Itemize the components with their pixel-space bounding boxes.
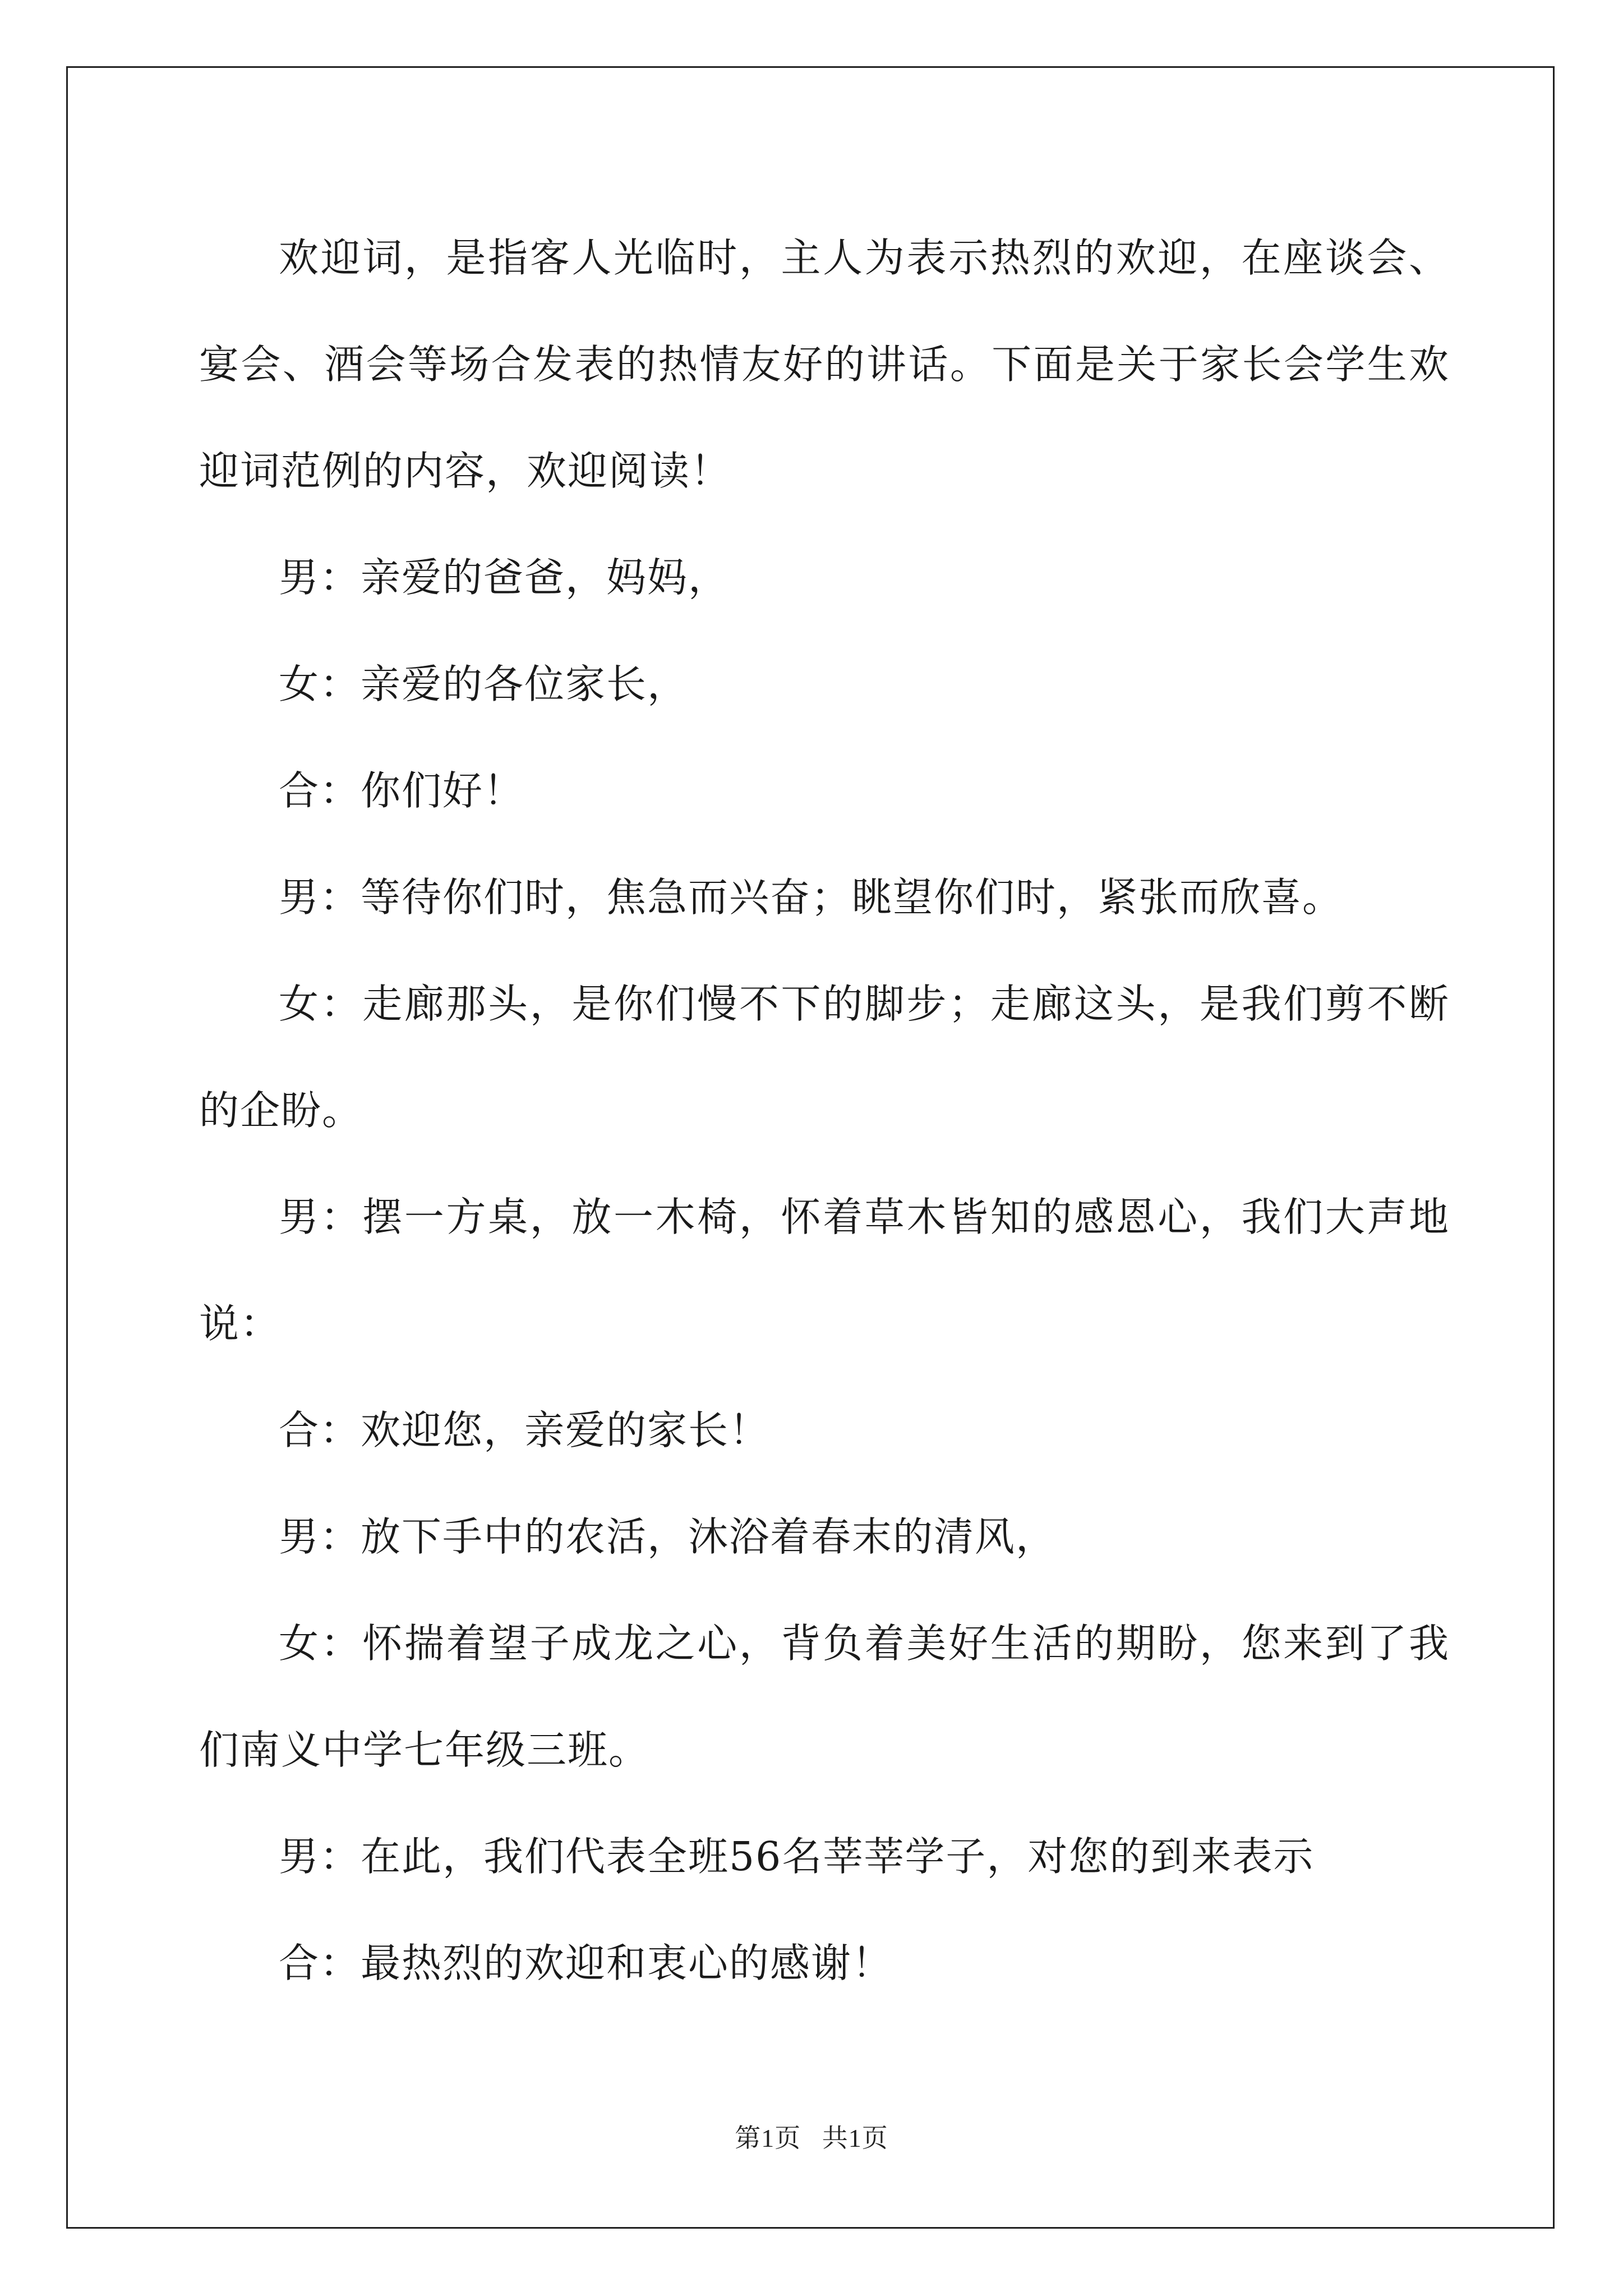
intro-paragraph: 欢迎词，是指客人光临时，主人为表示热烈的欢迎，在座谈会、宴会、酒会等场合发表的热情友好的讲话。下面是关于家长会学生欢迎词范例的内容，欢迎阅读！ (199, 234, 1450, 494)
dialogue-line: 男：摆一方桌，放一木椅，怀着草木皆知的感恩心，我们大声地说： (199, 1194, 1450, 1347)
page-number: 第1页 (735, 2124, 801, 2152)
dialogue-line: 合：你们好！ (279, 767, 525, 814)
dialogue-line: 女：怀揣着望子成龙之心，背负着美好生活的期盼，您来到了我们南义中学七年级三班。 (199, 1620, 1450, 1773)
document-body (199, 205, 1450, 2017)
dialogue-line: 合：欢迎您，亲爱的家长！ (279, 1407, 771, 1453)
dialogue-line: 女：亲爱的各位家长， (279, 661, 689, 707)
dialogue-line: 合：最热烈的欢迎和衷心的感谢！ (279, 1940, 893, 1986)
dialogue-line: 男：等待你们时，焦急而兴奋；眺望你们时，紧张而欣喜。 (279, 874, 1344, 921)
page-total: 共1页 (822, 2124, 888, 2152)
dialogue-line: 男：放下手中的农活，沐浴着春末的清风， (279, 1513, 1057, 1560)
dialogue-line: 男：在此，我们代表全班56名莘莘学子，对您的到来表示 (279, 1833, 1315, 1880)
dialogue-line: 男：亲爱的爸爸，妈妈， (279, 554, 730, 601)
dialogue-line: 女：走廊那头，是你们慢不下的脚步；走廊这头，是我们剪不断的企盼。 (199, 981, 1450, 1134)
page-footer (0, 2118, 1623, 2155)
